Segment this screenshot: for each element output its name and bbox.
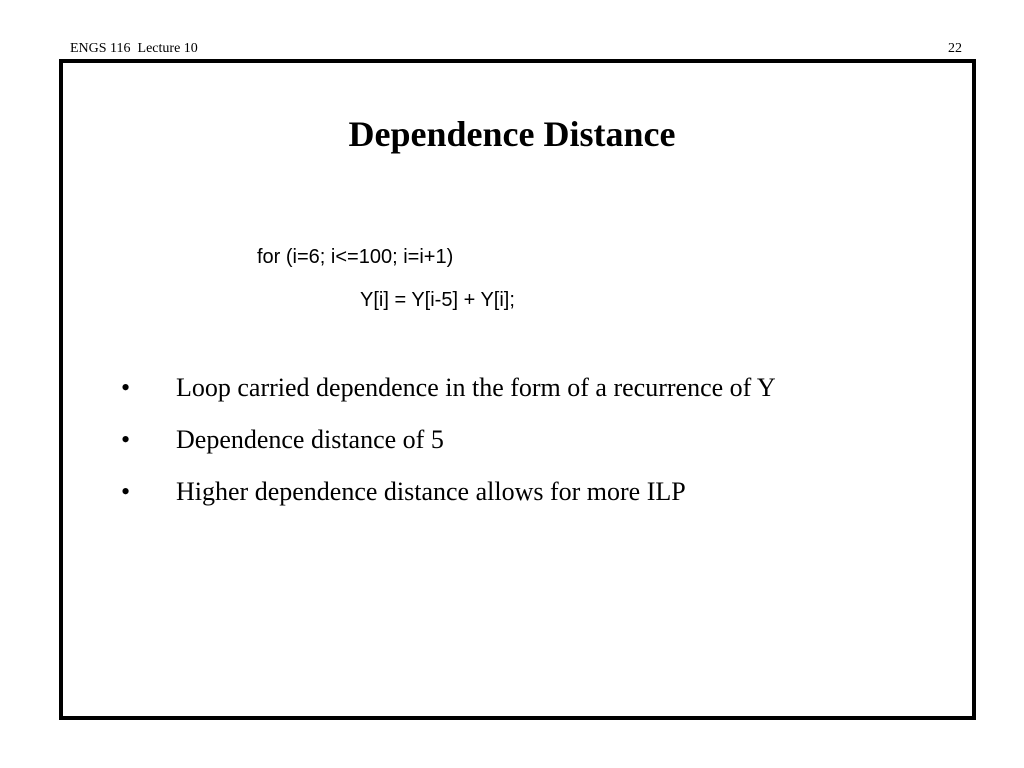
bullet-text: Loop carried dependence in the form of a recurrence of Y (176, 373, 776, 402)
bullet-marker: • (121, 477, 131, 506)
bullet-marker: • (121, 425, 131, 454)
header-page-number: 22 (948, 41, 962, 56)
header-course-lecture: ENGS 116 Lecture 10 (70, 41, 198, 56)
code-line-loop-header: for (i=6; i<=100; i=i+1) (257, 246, 454, 268)
bullet-marker: • (121, 373, 131, 402)
bullet-text: Higher dependence distance allows for more ILP (176, 477, 686, 506)
bullet-text: Dependence distance of 5 (176, 425, 444, 454)
slide-title: Dependence Distance (348, 114, 676, 154)
code-line-loop-body: Y[i] = Y[i-5] + Y[i]; (360, 289, 515, 311)
